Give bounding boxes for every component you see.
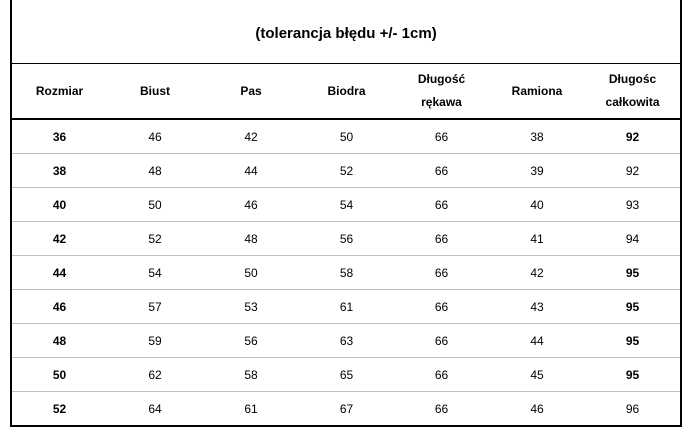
bust-cell: 59 [107,324,203,358]
header-label: całkowita [605,95,660,109]
hips-cell: 65 [299,358,394,392]
shoulders-cell: 38 [489,119,585,154]
bust-cell: 50 [107,188,203,222]
total-length-cell: 95 [585,256,681,290]
shoulders-cell: 42 [489,256,585,290]
waist-cell: 53 [203,290,299,324]
hips-cell: 54 [299,188,394,222]
sleeve-length-cell: 66 [394,154,489,188]
size-cell: 48 [11,324,107,358]
total-length-cell: 96 [585,392,681,427]
header-label: rękawa [421,95,462,109]
hips-cell: 67 [299,392,394,427]
shoulders-cell: 39 [489,154,585,188]
bust-cell: 64 [107,392,203,427]
table-row [11,154,681,188]
bust-cell: 57 [107,290,203,324]
header-label: Biodra [327,83,366,98]
size-cell: 42 [11,222,107,256]
shoulders-cell: 45 [489,358,585,392]
header-label: Biust [140,83,170,98]
header-total-length [585,64,681,120]
size-cell: 50 [11,358,107,392]
total-length-cell: 92 [585,119,681,154]
total-length-cell: 92 [585,154,681,188]
waist-cell: 44 [203,154,299,188]
sleeve-length-cell: 66 [394,222,489,256]
table-row [11,119,681,154]
waist-cell: 46 [203,188,299,222]
size-cell: 52 [11,392,107,427]
table-row [11,222,681,256]
shoulders-cell: 46 [489,392,585,427]
total-length-cell: 95 [585,324,681,358]
size-cell: 44 [11,256,107,290]
total-length-cell: 95 [585,358,681,392]
shoulders-cell: 44 [489,324,585,358]
table-row [11,392,681,427]
sleeve-length-cell: 66 [394,324,489,358]
bust-cell: 62 [107,358,203,392]
shoulders-cell: 41 [489,222,585,256]
shoulders-cell: 40 [489,188,585,222]
sleeve-length-cell: 66 [394,256,489,290]
size-cell: 40 [11,188,107,222]
bust-cell: 54 [107,256,203,290]
hips-cell: 63 [299,324,394,358]
bust-cell: 52 [107,222,203,256]
hips-cell: 50 [299,119,394,154]
header-label: Pas [240,83,262,98]
title-row [11,0,681,64]
size-chart-table [10,0,682,427]
size-cell: 46 [11,290,107,324]
bust-cell: 46 [107,119,203,154]
table-row [11,358,681,392]
sleeve-length-cell: 66 [394,290,489,324]
hips-cell: 61 [299,290,394,324]
shoulders-cell: 43 [489,290,585,324]
table-row [11,256,681,290]
header-sleeve-length [394,64,489,120]
total-length-cell: 93 [585,188,681,222]
sleeve-length-cell: 66 [394,119,489,154]
sleeve-length-cell: 66 [394,358,489,392]
header-hips [299,64,394,120]
size-cell: 38 [11,154,107,188]
sleeve-length-cell: 66 [394,392,489,427]
size-cell: 36 [11,119,107,154]
hips-cell: 58 [299,256,394,290]
header-label: Długość [417,72,466,86]
hips-cell: 56 [299,222,394,256]
waist-cell: 61 [203,392,299,427]
table-row [11,188,681,222]
table-row [11,290,681,324]
bust-cell: 48 [107,154,203,188]
header-shoulders [489,64,585,120]
sleeve-length-cell: 66 [394,188,489,222]
waist-cell: 42 [203,119,299,154]
total-length-cell: 95 [585,290,681,324]
waist-cell: 48 [203,222,299,256]
total-length-cell: 94 [585,222,681,256]
table-title: (tolerancja błędu +/- 1cm) [11,0,681,64]
header-waist [203,64,299,120]
header-label: Rozmiar [35,83,84,98]
waist-cell: 50 [203,256,299,290]
header-label: Ramiona [511,83,563,98]
waist-cell: 56 [203,324,299,358]
header-size [11,64,107,120]
waist-cell: 58 [203,358,299,392]
header-row [11,64,681,120]
header-label: Długośc [608,72,657,86]
table-row [11,324,681,358]
hips-cell: 52 [299,154,394,188]
header-bust [107,64,203,120]
